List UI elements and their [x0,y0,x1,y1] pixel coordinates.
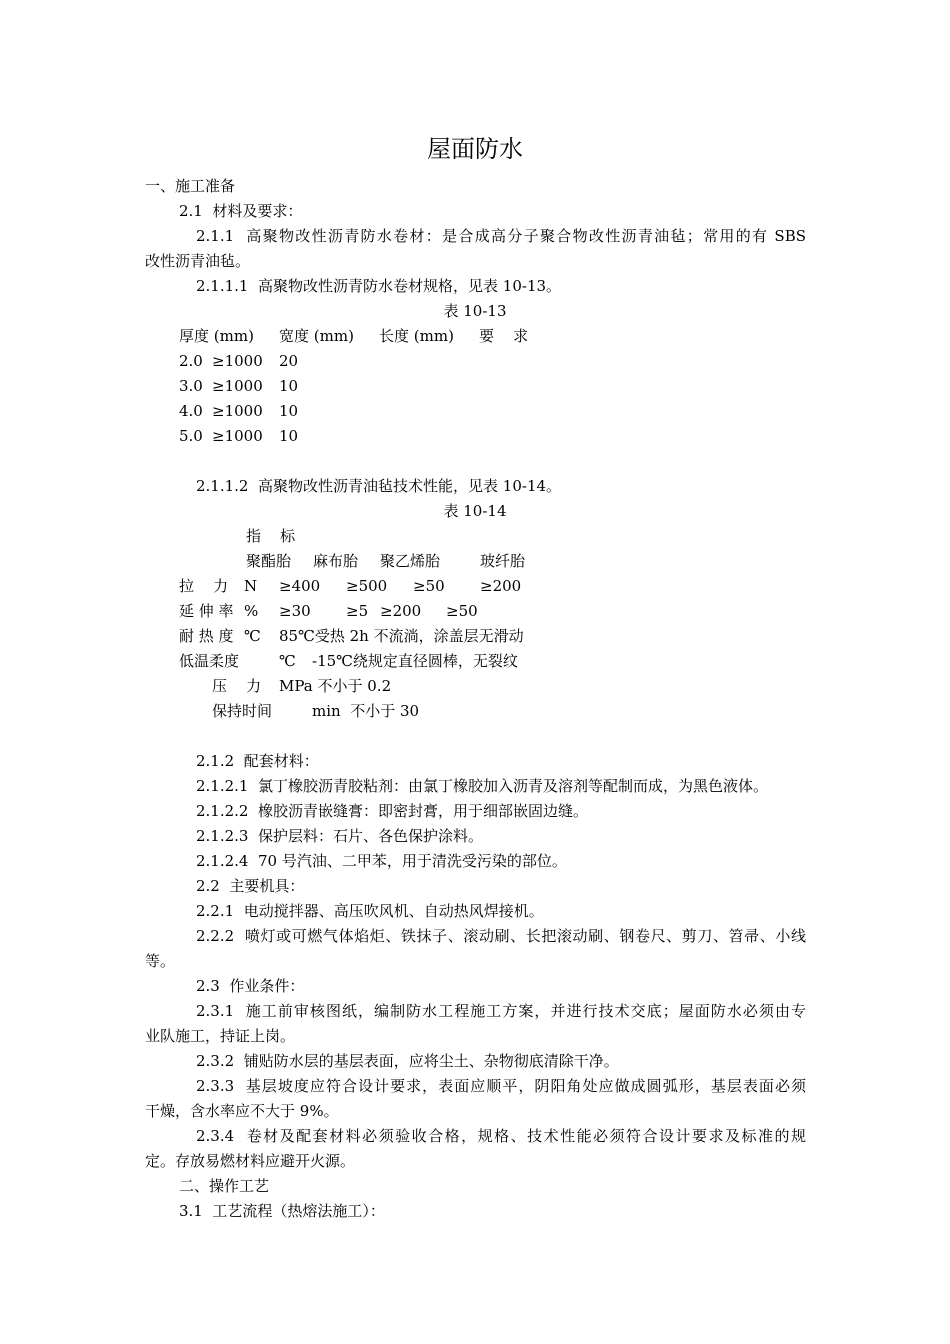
table-cell: ≥1000 [212,402,263,420]
subsection-2-1: 2.1 材料及要求： [179,202,303,220]
table-cell: ≥1000 [212,352,263,370]
table-header-glassfiber: 玻纤胎 [480,552,526,570]
paragraph-2-1-2-3: 2.1.2.3 保护层料：石片、各色保护涂料。 [196,827,484,845]
table-10-14-caption: 表 10-14 [443,502,507,520]
table-cell: 85℃受热 2h 不流淌，涂盖层无滑动 [279,627,524,645]
table-cell: 4.0 [179,402,203,420]
table-cell: 5.0 [179,427,203,445]
paragraph-2-3-3-line1: 2.3.3 基层坡度应符合设计要求，表面应顺平，阴阳角处应做成圆弧形，基层表面必须 [196,1077,806,1095]
paragraph-2-3-3-line2: 干燥，含水率应不大于 9%。 [145,1102,339,1120]
paragraph-2-1-1-2: 2.1.1.2 高聚物改性沥青油毡技术性能，见表 10-14。 [196,477,562,495]
table-cell: 2.0 [179,352,203,370]
table-row-label: 耐 热 度 [179,627,234,645]
table-cell: ≥500 [346,577,388,595]
paragraph-2-3-4-line1: 2.3.4 卷材及配套材料必须验收合格，规格、技术性能必须符合设计要求及标准的规 [196,1127,806,1145]
table-header-width: 宽度 (mm) [279,327,354,345]
paragraph-2-3-2: 2.3.2 铺贴防水层的基层表面，应将尘土、杂物彻底清除干净。 [196,1052,619,1070]
table-cell: ℃ [244,627,261,645]
subsection-2-2: 2.2 主要机具： [196,877,305,895]
paragraph-2-1-2-1: 2.1.2.1 氯丁橡胶沥青胶粘剂：由氯丁橡胶加入沥青及溶剂等配制而成，为黑色液体。 [196,777,769,795]
paragraph-2-1-2-4: 2.1.2.4 70 号汽油、二甲苯，用于清洗受污染的部位。 [196,852,567,870]
paragraph-2-1-1-line1: 2.1.1 高聚物改性沥青防水卷材：是合成高分子聚合物改性沥青油毡；常用的有 SBS [196,227,806,245]
table-cell: ℃ [279,652,296,670]
table-cell: ≥200 [480,577,522,595]
table-cell: ≥400 [279,577,321,595]
table-header-thickness: 厚度 (mm) [179,327,254,345]
table-row-label: 低温柔度 [179,652,240,670]
table-row-label: 压 力 [212,677,262,695]
paragraph-2-1-2-2: 2.1.2.2 橡胶沥青嵌缝膏：即密封膏，用于细部嵌固边缝。 [196,802,589,820]
section-heading-2: 二、操作工艺 [179,1177,270,1195]
table-cell: -15℃绕规定直径圆棒，无裂纹 [312,652,518,670]
table-header-polyester: 聚酯胎 [246,552,292,570]
subsection-2-3: 2.3 作业条件： [196,977,305,995]
section-heading-1: 一、施工准备 [145,177,236,195]
table-cell: N [244,577,258,595]
table-header-index: 指 标 [246,527,296,545]
table-cell: ≥5 [346,602,369,620]
paragraph-2-2-1: 2.2.1 电动搅拌器、高压吹风机、自动热风焊接机。 [196,902,544,920]
paragraph-2-3-1-line1: 2.3.1 施工前审核图纸，编制防水工程施工方案，并进行技术交底；屋面防水必须由专 [196,1002,806,1020]
table-cell: ≥30 [279,602,311,620]
table-cell: ≥200 [380,602,422,620]
table-cell: MPa 不小于 0.2 [279,677,392,695]
table-cell: ≥50 [446,602,478,620]
table-header-requirement: 要 求 [479,327,529,345]
table-cell: ≥1000 [212,427,263,445]
table-cell: 20 [279,352,299,370]
paragraph-2-1-1-line2: 改性沥青油毡。 [145,252,251,270]
table-row-label: 拉 力 [179,577,229,595]
table-cell: ≥50 [413,577,445,595]
page-title: 屋面防水 [427,135,523,163]
subsection-3-1: 3.1 工艺流程（热熔法施工）： [179,1202,385,1220]
paragraph-2-2-2-line2: 等。 [145,952,176,970]
table-row-label: 保持时间 [212,702,273,720]
paragraph-2-3-1-line2: 业队施工，持证上岗。 [145,1027,296,1045]
table-cell: min 不小于 30 [312,702,420,720]
table-cell: 10 [279,377,299,395]
paragraph-2-3-4-line2: 定。存放易燃材料应避开火源。 [145,1152,356,1170]
table-header-polyethylene: 聚乙烯胎 [380,552,441,570]
table-cell: % [244,602,259,620]
table-cell: 3.0 [179,377,203,395]
paragraph-2-1-2: 2.1.2 配套材料： [196,752,319,770]
table-cell: ≥1000 [212,377,263,395]
paragraph-2-2-2-line1: 2.2.2 喷灯或可燃气体焰炬、铁抹子、滚动刷、长把滚动刷、钢卷尺、剪刀、笤帚、小线 [196,927,806,945]
paragraph-2-1-1-1: 2.1.1.1 高聚物改性沥青防水卷材规格，见表 10-13。 [196,277,562,295]
table-header-length: 长度 (mm) [379,327,454,345]
table-cell: 10 [279,427,299,445]
table-header-jute: 麻布胎 [313,552,359,570]
table-cell: 10 [279,402,299,420]
table-row-label: 延 伸 率 [179,602,234,620]
table-10-13-caption: 表 10-13 [443,302,507,320]
